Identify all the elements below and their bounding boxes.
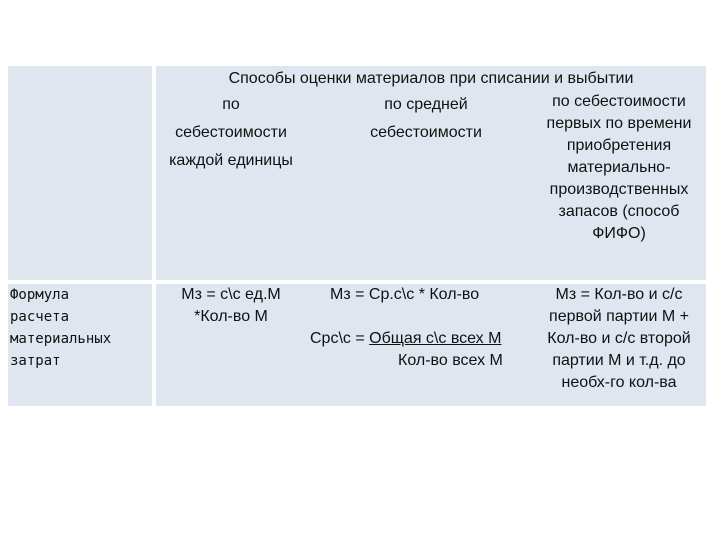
row-label-line4: затрат (10, 353, 61, 369)
col3-formula-line1: Мз = Кол-во и с/с (555, 286, 683, 303)
row-label-line1: Формула (10, 287, 70, 303)
header-title: Способы оценки материалов при списании и выбытии (228, 70, 634, 87)
col2-formula-prefix: Срс\с = (310, 330, 370, 347)
col2-formula-line1: Мз = Ср.с\с * Кол-во (330, 286, 480, 303)
col3-header-line4: материально- (567, 159, 671, 176)
col1-header-line2: себестоимости (175, 124, 287, 141)
col1-formula-line1: Мз = с\с ед.М (181, 286, 281, 303)
col2-header-line1: по средней (384, 96, 468, 113)
col1-formula-line2: *Кол-во М (194, 308, 268, 325)
col2-formula-line2 (310, 328, 501, 350)
col1-header-line3: каждой единицы (169, 152, 293, 169)
col3-header-line5: производственных (549, 181, 689, 198)
col2-formula-numerator: Общая с\с всех М (369, 330, 502, 347)
row-label-line3: материальных (10, 331, 112, 347)
col3-header-line2: первых по времени (546, 115, 692, 132)
materials-valuation-table (8, 66, 706, 406)
col3-formula-line5: необх-го кол-ва (561, 374, 677, 391)
col3-header-line3: приобретения (566, 137, 672, 154)
col3-formula-line4: партии М и т.д. до (552, 352, 686, 369)
col2-header-line2: себестоимости (370, 124, 482, 141)
col3-formula-line2: первой партии М + (549, 308, 689, 325)
col3-header-line7: ФИФО) (592, 225, 646, 242)
col3-header-line1: по себестоимости (552, 93, 686, 110)
empty-corner-cell (8, 66, 152, 280)
col3-header-line6: запасов (способ (558, 203, 680, 220)
col2-formula-line3: Кол-во всех М (398, 352, 503, 369)
col1-header-line1: по (222, 96, 240, 113)
col3-formula-line3: Кол-во и с/с второй (547, 330, 691, 347)
row-label-line2: расчета (10, 309, 70, 325)
